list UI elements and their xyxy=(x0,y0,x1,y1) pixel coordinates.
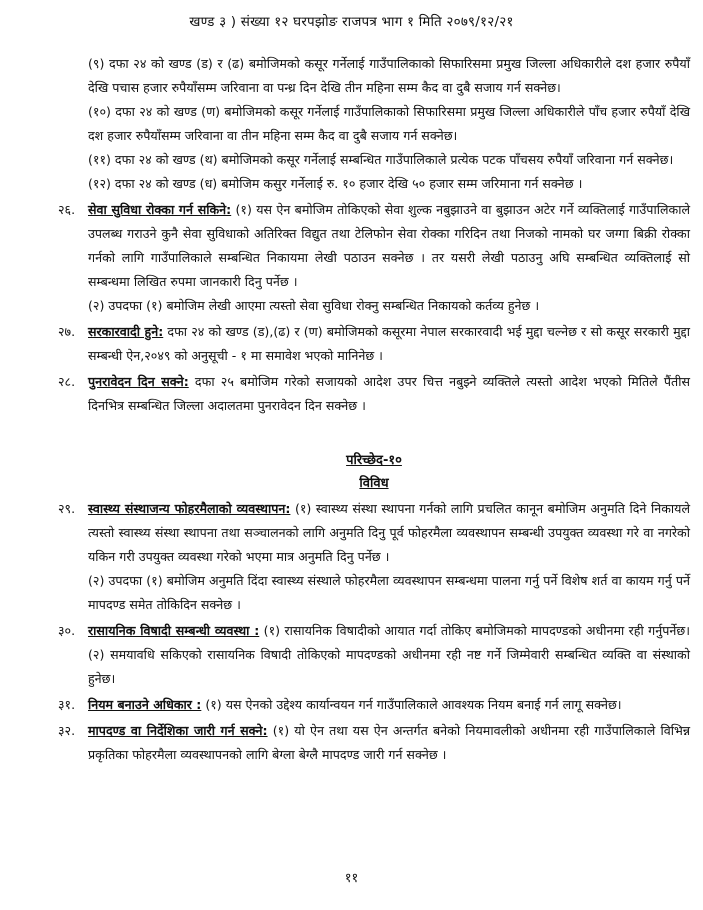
page-number: ११ xyxy=(344,871,359,886)
section-number: ३१. xyxy=(58,697,76,712)
section-31 xyxy=(58,693,690,717)
section-30 xyxy=(58,619,690,691)
section-title: मापदण्ड वा निर्देशिका जारी गर्न सक्ने: xyxy=(88,723,268,738)
section-text: (१) स्वास्थ्य संस्था स्थापना गर्नको लागि प्रचलित कानून बमोजिम अनुमति दिने निकायले त्यस्तो स्वास्थ्य संस्था स्थापना तथा सञ्चालनको लागि अनुमति दिनु पूर्व फोहरमैला व्यवस्थापन सम्बन्धी उपयुक्त व्यवस्था गरे वा नगरेको यकिन गरी उपयुक्त व्यवस्था गरेको भएमा मात्र अनुमति दिनु पर्नेछ । xyxy=(88,501,690,564)
clause-11: (११) दफा २४ को खण्ड (थ) बमोजिमको कसूर गर्नेलाई सम्बन्धित गाउँपालिकाले प्रत्येक पटक पाँचसय रुपैयाँ जरिवाना गर्न सक्नेछ। xyxy=(88,152,674,167)
section-number: २६. xyxy=(58,202,76,217)
section-title: स्वास्थ्य संस्थाजन्य फोहरमैलाको व्यवस्थापन: xyxy=(88,501,291,516)
section-27 xyxy=(58,320,690,368)
section-29 xyxy=(58,497,690,569)
chapter-title: विविध xyxy=(359,476,389,491)
section-text: (१) रासायनिक विषादीको आयात गर्दा तोकिए बमोजिमको मापदण्डको अधीनमा रही गर्नुपर्नेछ। (२) समयावधि सकिएको रासायनिक विषादी तोकिएको मापदण्डको अधीनमा रही नष्ट गर्ने जिम्मेवारी सम्बन्धित व्यक्ति वा संस्थाको हुनेछ। xyxy=(88,623,690,686)
section-26-subclause: (२) उपदफा (१) बमोजिम लेखी आएमा त्यस्तो सेवा सुविधा रोक्नु सम्बन्धित निकायको कर्तव्य हुनेछ । xyxy=(88,298,540,313)
clause-10: (१०) दफा २४ को खण्ड (ण) बमोजिमको कसूर गर्नेलाई गाउँपालिकाको सिफारिसमा प्रमुख जिल्ला अधिकारीले पाँच हजार रुपैयाँ देखि दश हजार रुपैयाँसम्म जरिवाना वा तीन महिना सम्म कैद वा दुबै सजाय गर्न सक्नेछ। xyxy=(88,104,690,143)
section-text: दफा २५ बमोजिम गरेको सजायको आदेश उपर चित्त नबुझ्ने व्यक्तिले त्यस्तो आदेश भएको मितिले पैंतीस दिनभित्र सम्बन्धित जिल्ला अदालतमा पुनरावेदन दिन सक्नेछ । xyxy=(88,374,690,413)
section-number: २८. xyxy=(58,374,76,389)
section-number: ३०. xyxy=(58,623,76,638)
clause-12: (१२) दफा २४ को खण्ड (ध) बमोजिम कसुर गर्नेलाई रु. १० हजार देखि ५० हजार सम्म जरिमाना गर्न सक्नेछ । xyxy=(88,176,583,191)
section-29-subclause: (२) उपदफा (१) बमोजिम अनुमति दिंदा स्वास्थ्य संस्थाले फोहरमैला व्यवस्थापन सम्बन्धमा पालना गर्नु पर्ने विशेष शर्त वा कायम गर्नु पर्ने मापदण्ड समेत तोकिदिन सक्नेछ । xyxy=(88,573,690,612)
clause-9: (९) दफा २४ को खण्ड (ड) र (ढ) बमोजिमको कसूर गर्नेलाई गाउँपालिकाको सिफारिसमा प्रमुख जिल्ला अधिकारीले दश हजार रुपैयाँ देखि पचास हजार रुपैयाँसम्म जरिवाना वा पन्ध्र दिन देखि तीन महिना सम्म कैद वा दुबै सजाय गर्न सक्नेछ। xyxy=(88,56,690,95)
section-26 xyxy=(58,198,690,294)
document-body xyxy=(58,52,690,767)
section-title: सेवा सुविधा रोक्का गर्न सकिने: xyxy=(88,202,232,217)
section-text: दफा २४ को खण्ड (ड),(ढ) र (ण) बमोजिमको कसूरमा नेपाल सरकारवादी भई मुद्दा चल्नेछ र सो कसूर सरकारी मुद्दा सम्बन्धी ऐन,२०४९ को अनुसूची - १ मा समावेश भएको मानिनेछ । xyxy=(88,324,690,363)
section-text: (१) यस ऐन बमोजिम तोकिएको सेवा शुल्क नबुझाउने वा बुझाउन अटेर गर्ने व्यक्तिलाई गाउँपालिकाले उपलब्ध गराउने कुनै सेवा सुविधाको अतिरिक्त विद्युत तथा टेलिफोन सेवा रोक्का गरिदिन तथा निजको नामको घर जग्गा बिक्री रोक्का गर्नको लागि गाउँपालिकाले सम्बन्धित निकायमा लेखी पठाउन सक्नेछ । तर यसरी लेखी पठाउनु अघि सम्बन्धित व्यक्तिलाई सो सम्बन्धमा लिखित रुपमा जानकारी दिनु पर्नेछ । xyxy=(88,202,690,289)
section-title: सरकारवादी हुने: xyxy=(88,324,164,339)
chapter-number: परिच्छेद-१० xyxy=(346,453,402,468)
section-28 xyxy=(58,370,690,418)
section-title: नियम बनाउने अधिकार : xyxy=(88,697,202,712)
section-number: २९. xyxy=(58,501,76,516)
section-title: रासायनिक विषादी सम्बन्धी व्यवस्था : xyxy=(88,623,260,638)
section-text: (१) यो ऐन तथा यस ऐन अन्तर्गत बनेको नियमावलीको अधीनमा रही गाउँपालिकाले विभिन्न प्रकृतिका फोहरमैला व्यवस्थापनको लागि बेग्ला बेग्लै मापदण्ड जारी गर्न सक्नेछ । xyxy=(88,723,690,762)
section-32 xyxy=(58,719,690,767)
section-text: (१) यस ऐनको उद्देश्य कार्यान्वयन गर्न गाउँपालिकाले आवश्यक नियम बनाई गर्न लागू सक्नेछ। xyxy=(201,697,622,712)
section-number: २७. xyxy=(58,324,76,339)
section-number: ३२. xyxy=(58,723,76,738)
chapter-gap xyxy=(58,418,690,449)
gazette-header: खण्ड ३ ) संख्या १२ घरपझोङ राजपत्र भाग १ मिति २०७९/१२/२१ xyxy=(189,14,514,30)
section-title: पुनरावेदन दिन सक्ने: xyxy=(88,374,189,389)
